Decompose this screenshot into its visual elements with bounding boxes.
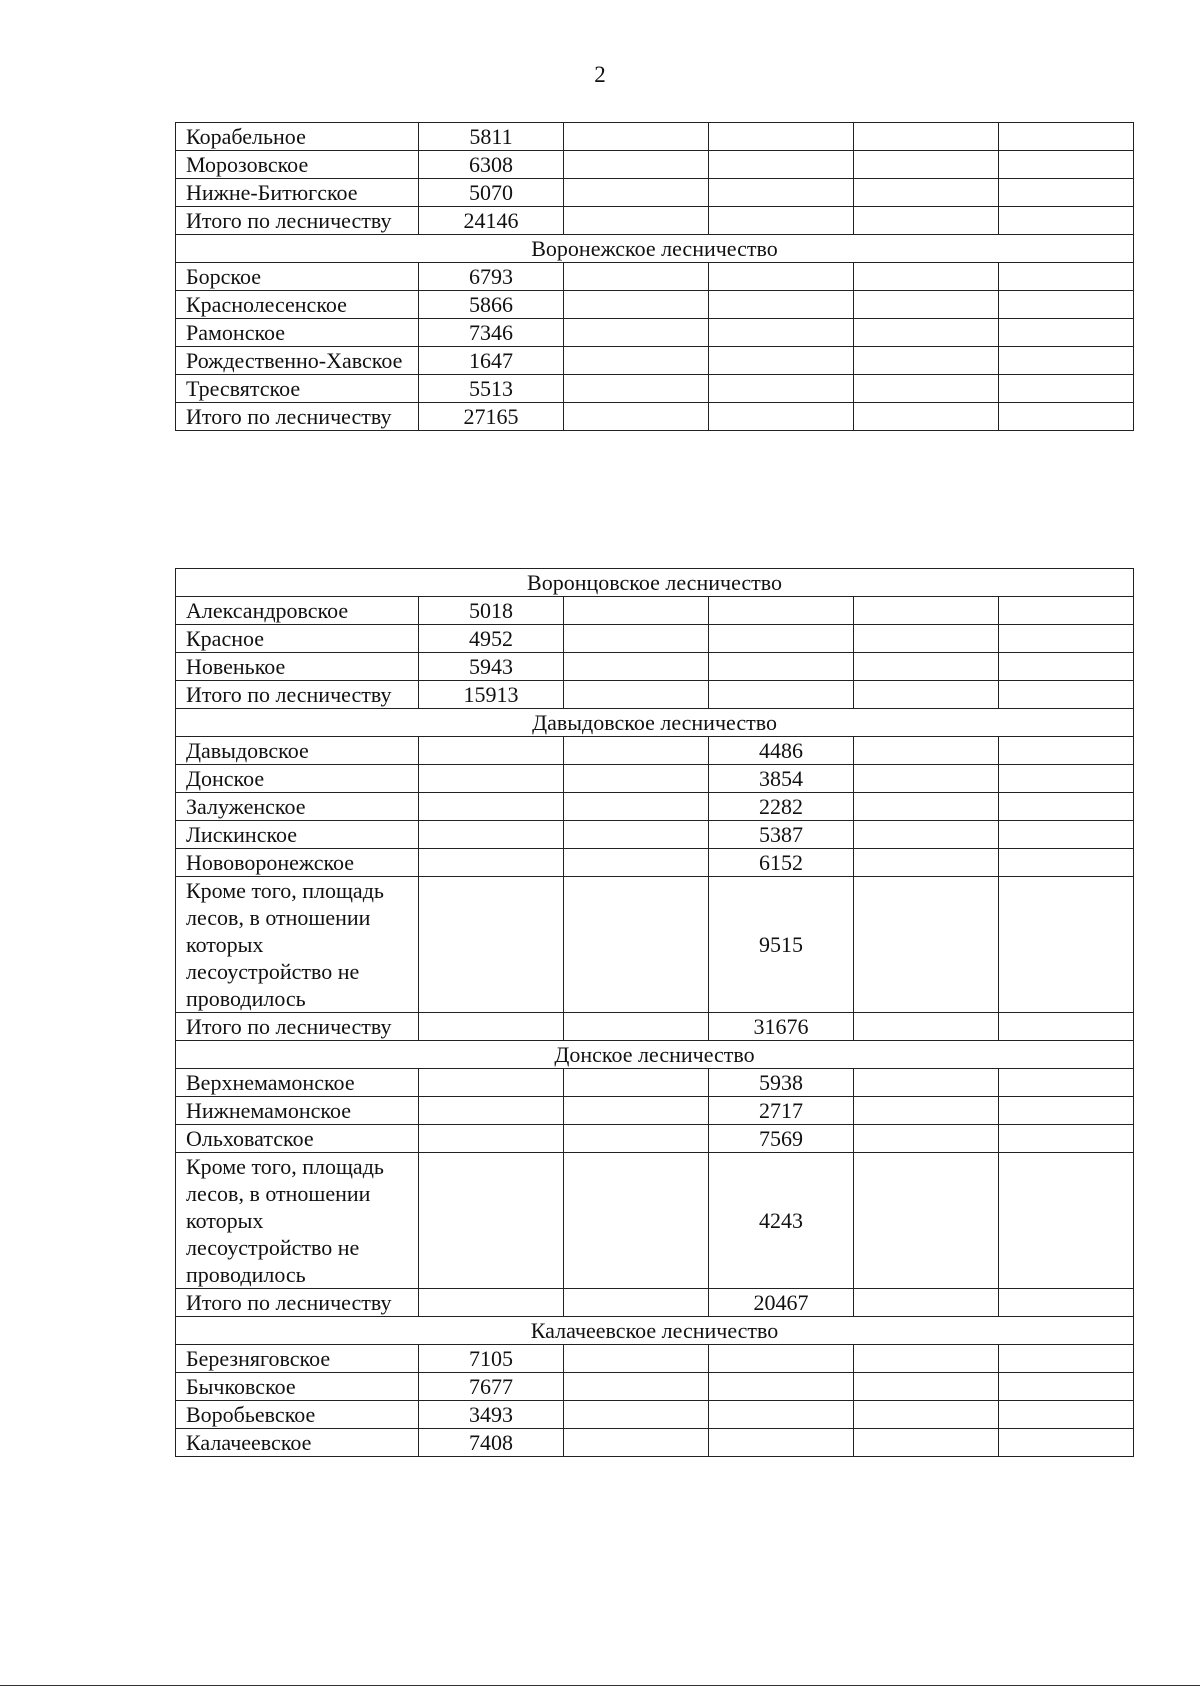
section-title: Воронежское лесничество xyxy=(176,235,1134,263)
district-name: Верхнемамонское xyxy=(176,1069,419,1097)
table-row xyxy=(176,1013,1134,1041)
empty-cell xyxy=(564,849,709,877)
table-row xyxy=(176,1097,1134,1125)
empty-cell xyxy=(999,821,1134,849)
empty-cell xyxy=(854,319,999,347)
empty-cell xyxy=(709,347,854,375)
area-value: 3493 xyxy=(419,1401,564,1429)
empty-cell xyxy=(999,1097,1134,1125)
empty-cell xyxy=(999,597,1134,625)
empty-cell xyxy=(564,1429,709,1457)
empty-cell xyxy=(854,291,999,319)
district-name: Нижнемамонское xyxy=(176,1097,419,1125)
district-name: Давыдовское xyxy=(176,737,419,765)
empty-cell xyxy=(854,263,999,291)
area-value: 5811 xyxy=(419,123,564,151)
table-row xyxy=(176,793,1134,821)
empty-cell xyxy=(854,1097,999,1125)
empty-cell xyxy=(854,793,999,821)
table-row xyxy=(176,877,1134,1013)
empty-cell xyxy=(999,793,1134,821)
empty-cell xyxy=(709,625,854,653)
table-row xyxy=(176,625,1134,653)
forestry-table-1 xyxy=(175,122,1134,431)
district-name: Березняговское xyxy=(176,1345,419,1373)
table-row xyxy=(176,179,1134,207)
empty-cell xyxy=(854,737,999,765)
forestry-table-2 xyxy=(175,568,1134,1457)
empty-cell xyxy=(999,1069,1134,1097)
district-name: Итого по лесничеству xyxy=(176,1013,419,1041)
area-value: 7677 xyxy=(419,1373,564,1401)
table-row xyxy=(176,1125,1134,1153)
district-name: Тресвятское xyxy=(176,375,419,403)
section-title: Калачеевское лесничество xyxy=(176,1317,1134,1345)
area-value: 5070 xyxy=(419,179,564,207)
district-name: Итого по лесничеству xyxy=(176,207,419,235)
empty-cell xyxy=(564,319,709,347)
district-name: Нижне-Битюгское xyxy=(176,179,419,207)
empty-cell xyxy=(999,123,1134,151)
empty-cell xyxy=(709,263,854,291)
district-name: Рамонское xyxy=(176,319,419,347)
empty-cell xyxy=(854,653,999,681)
district-name: Ольховатское xyxy=(176,1125,419,1153)
empty-cell xyxy=(564,1069,709,1097)
table-row xyxy=(176,1401,1134,1429)
empty-cell xyxy=(709,179,854,207)
empty-cell xyxy=(564,597,709,625)
empty-cell xyxy=(419,1013,564,1041)
district-name: Итого по лесничеству xyxy=(176,681,419,709)
empty-cell xyxy=(854,625,999,653)
table-row xyxy=(176,597,1134,625)
table-row xyxy=(176,375,1134,403)
empty-cell xyxy=(564,1345,709,1373)
empty-cell xyxy=(564,681,709,709)
section-header-row xyxy=(176,1317,1134,1345)
empty-cell xyxy=(564,151,709,179)
area-value: 3854 xyxy=(709,765,854,793)
empty-cell xyxy=(854,821,999,849)
empty-cell xyxy=(854,1069,999,1097)
area-value: 7569 xyxy=(709,1125,854,1153)
area-value: 31676 xyxy=(709,1013,854,1041)
empty-cell xyxy=(709,681,854,709)
empty-cell xyxy=(709,403,854,431)
empty-cell xyxy=(419,877,564,1013)
section-header-row xyxy=(176,235,1134,263)
table-row xyxy=(176,151,1134,179)
area-value: 7105 xyxy=(419,1345,564,1373)
empty-cell xyxy=(709,375,854,403)
area-value: 15913 xyxy=(419,681,564,709)
empty-cell xyxy=(564,737,709,765)
table-row xyxy=(176,737,1134,765)
area-value: 7408 xyxy=(419,1429,564,1457)
area-value: 6793 xyxy=(419,263,564,291)
empty-cell xyxy=(564,263,709,291)
area-value: 1647 xyxy=(419,347,564,375)
section-header-row xyxy=(176,709,1134,737)
empty-cell xyxy=(709,123,854,151)
empty-cell xyxy=(709,1401,854,1429)
empty-cell xyxy=(999,765,1134,793)
empty-cell xyxy=(564,1097,709,1125)
empty-cell xyxy=(999,1013,1134,1041)
area-value: 2282 xyxy=(709,793,854,821)
empty-cell xyxy=(999,681,1134,709)
area-value: 5018 xyxy=(419,597,564,625)
district-name: Итого по лесничеству xyxy=(176,403,419,431)
district-name: Морозовское xyxy=(176,151,419,179)
empty-cell xyxy=(854,375,999,403)
empty-cell xyxy=(999,849,1134,877)
empty-cell xyxy=(854,681,999,709)
empty-cell xyxy=(854,179,999,207)
empty-cell xyxy=(999,1289,1134,1317)
empty-cell xyxy=(854,151,999,179)
area-value: 27165 xyxy=(419,403,564,431)
empty-cell xyxy=(854,1125,999,1153)
empty-cell xyxy=(564,403,709,431)
district-name: Краснолесенское xyxy=(176,291,419,319)
table-row xyxy=(176,207,1134,235)
empty-cell xyxy=(419,765,564,793)
table-row xyxy=(176,1153,1134,1289)
page-number: 2 xyxy=(594,62,606,87)
table-row xyxy=(176,347,1134,375)
empty-cell xyxy=(709,291,854,319)
empty-cell xyxy=(419,1069,564,1097)
empty-cell xyxy=(854,1153,999,1289)
area-value: 2717 xyxy=(709,1097,854,1125)
empty-cell xyxy=(999,1429,1134,1457)
table-row xyxy=(176,291,1134,319)
district-name: Итого по лесничеству xyxy=(176,1289,419,1317)
empty-cell xyxy=(419,793,564,821)
empty-cell xyxy=(564,179,709,207)
empty-cell xyxy=(564,347,709,375)
empty-cell xyxy=(564,1125,709,1153)
district-name: Бычковское xyxy=(176,1373,419,1401)
empty-cell xyxy=(999,151,1134,179)
district-name: Донское xyxy=(176,765,419,793)
area-value: 7346 xyxy=(419,319,564,347)
empty-cell xyxy=(999,877,1134,1013)
empty-cell xyxy=(419,1289,564,1317)
table-row xyxy=(176,681,1134,709)
table-row xyxy=(176,1373,1134,1401)
empty-cell xyxy=(419,1097,564,1125)
table-row xyxy=(176,123,1134,151)
empty-cell xyxy=(999,625,1134,653)
empty-cell xyxy=(854,1345,999,1373)
empty-cell xyxy=(564,765,709,793)
empty-cell xyxy=(709,319,854,347)
area-value: 5943 xyxy=(419,653,564,681)
empty-cell xyxy=(854,877,999,1013)
area-value: 6152 xyxy=(709,849,854,877)
empty-cell xyxy=(564,375,709,403)
empty-cell xyxy=(999,179,1134,207)
section-title: Давыдовское лесничество xyxy=(176,709,1134,737)
empty-cell xyxy=(999,207,1134,235)
empty-cell xyxy=(709,1373,854,1401)
empty-cell xyxy=(854,347,999,375)
empty-cell xyxy=(419,1125,564,1153)
empty-cell xyxy=(564,653,709,681)
empty-cell xyxy=(564,821,709,849)
district-name: Воробьевское xyxy=(176,1401,419,1429)
district-name: Рождественно-Хавское xyxy=(176,347,419,375)
empty-cell xyxy=(999,403,1134,431)
empty-cell xyxy=(854,1373,999,1401)
empty-cell xyxy=(854,1429,999,1457)
empty-cell xyxy=(999,1125,1134,1153)
empty-cell xyxy=(564,625,709,653)
empty-cell xyxy=(999,347,1134,375)
district-name: Александровское xyxy=(176,597,419,625)
empty-cell xyxy=(999,375,1134,403)
district-name: Залуженское xyxy=(176,793,419,821)
empty-cell xyxy=(854,123,999,151)
area-value: 5938 xyxy=(709,1069,854,1097)
empty-cell xyxy=(709,1345,854,1373)
table-row xyxy=(176,263,1134,291)
table-row xyxy=(176,653,1134,681)
empty-cell xyxy=(419,849,564,877)
area-value: 4243 xyxy=(709,1153,854,1289)
empty-cell xyxy=(564,207,709,235)
empty-cell xyxy=(999,1345,1134,1373)
empty-cell xyxy=(419,821,564,849)
area-value: 5387 xyxy=(709,821,854,849)
empty-cell xyxy=(564,1401,709,1429)
section-header-row xyxy=(176,1041,1134,1069)
district-name: Лискинское xyxy=(176,821,419,849)
section-title: Воронцовское лесничество xyxy=(176,569,1134,597)
area-value: 20467 xyxy=(709,1289,854,1317)
area-value: 4486 xyxy=(709,737,854,765)
district-name: Красное xyxy=(176,625,419,653)
empty-cell xyxy=(999,263,1134,291)
table-row xyxy=(176,403,1134,431)
empty-cell xyxy=(999,1153,1134,1289)
empty-cell xyxy=(564,123,709,151)
area-value: 5513 xyxy=(419,375,564,403)
area-value: 24146 xyxy=(419,207,564,235)
table-row xyxy=(176,1289,1134,1317)
footer-rule xyxy=(0,1685,1200,1686)
area-value: 6308 xyxy=(419,151,564,179)
table-row xyxy=(176,1069,1134,1097)
empty-cell xyxy=(419,737,564,765)
empty-cell xyxy=(564,1013,709,1041)
empty-cell xyxy=(564,877,709,1013)
empty-cell xyxy=(564,793,709,821)
district-name: Кроме того, площадь лесов, в отношении которых лесоустройство не проводилось xyxy=(176,1153,419,1289)
empty-cell xyxy=(999,1373,1134,1401)
table-row xyxy=(176,849,1134,877)
empty-cell xyxy=(854,1401,999,1429)
empty-cell xyxy=(419,1153,564,1289)
district-name: Корабельное xyxy=(176,123,419,151)
district-name: Борское xyxy=(176,263,419,291)
empty-cell xyxy=(709,597,854,625)
empty-cell xyxy=(709,1429,854,1457)
empty-cell xyxy=(564,1289,709,1317)
empty-cell xyxy=(999,1401,1134,1429)
table-row xyxy=(176,821,1134,849)
empty-cell xyxy=(854,1013,999,1041)
area-value: 5866 xyxy=(419,291,564,319)
table-row xyxy=(176,1429,1134,1457)
empty-cell xyxy=(564,1153,709,1289)
district-name: Кроме того, площадь лесов, в отношении которых лесоустройство не проводилось xyxy=(176,877,419,1013)
empty-cell xyxy=(854,849,999,877)
empty-cell xyxy=(854,765,999,793)
empty-cell xyxy=(709,653,854,681)
table-row xyxy=(176,319,1134,347)
empty-cell xyxy=(854,597,999,625)
empty-cell xyxy=(854,1289,999,1317)
area-value: 9515 xyxy=(709,877,854,1013)
empty-cell xyxy=(999,291,1134,319)
empty-cell xyxy=(709,207,854,235)
section-header-row xyxy=(176,569,1134,597)
table-row xyxy=(176,1345,1134,1373)
empty-cell xyxy=(999,319,1134,347)
empty-cell xyxy=(564,291,709,319)
empty-cell xyxy=(854,207,999,235)
area-value: 4952 xyxy=(419,625,564,653)
empty-cell xyxy=(999,737,1134,765)
district-name: Новенькое xyxy=(176,653,419,681)
section-title: Донское лесничество xyxy=(176,1041,1134,1069)
table-row xyxy=(176,765,1134,793)
empty-cell xyxy=(564,1373,709,1401)
empty-cell xyxy=(854,403,999,431)
empty-cell xyxy=(999,653,1134,681)
district-name: Нововоронежское xyxy=(176,849,419,877)
district-name: Калачеевское xyxy=(176,1429,419,1457)
empty-cell xyxy=(709,151,854,179)
